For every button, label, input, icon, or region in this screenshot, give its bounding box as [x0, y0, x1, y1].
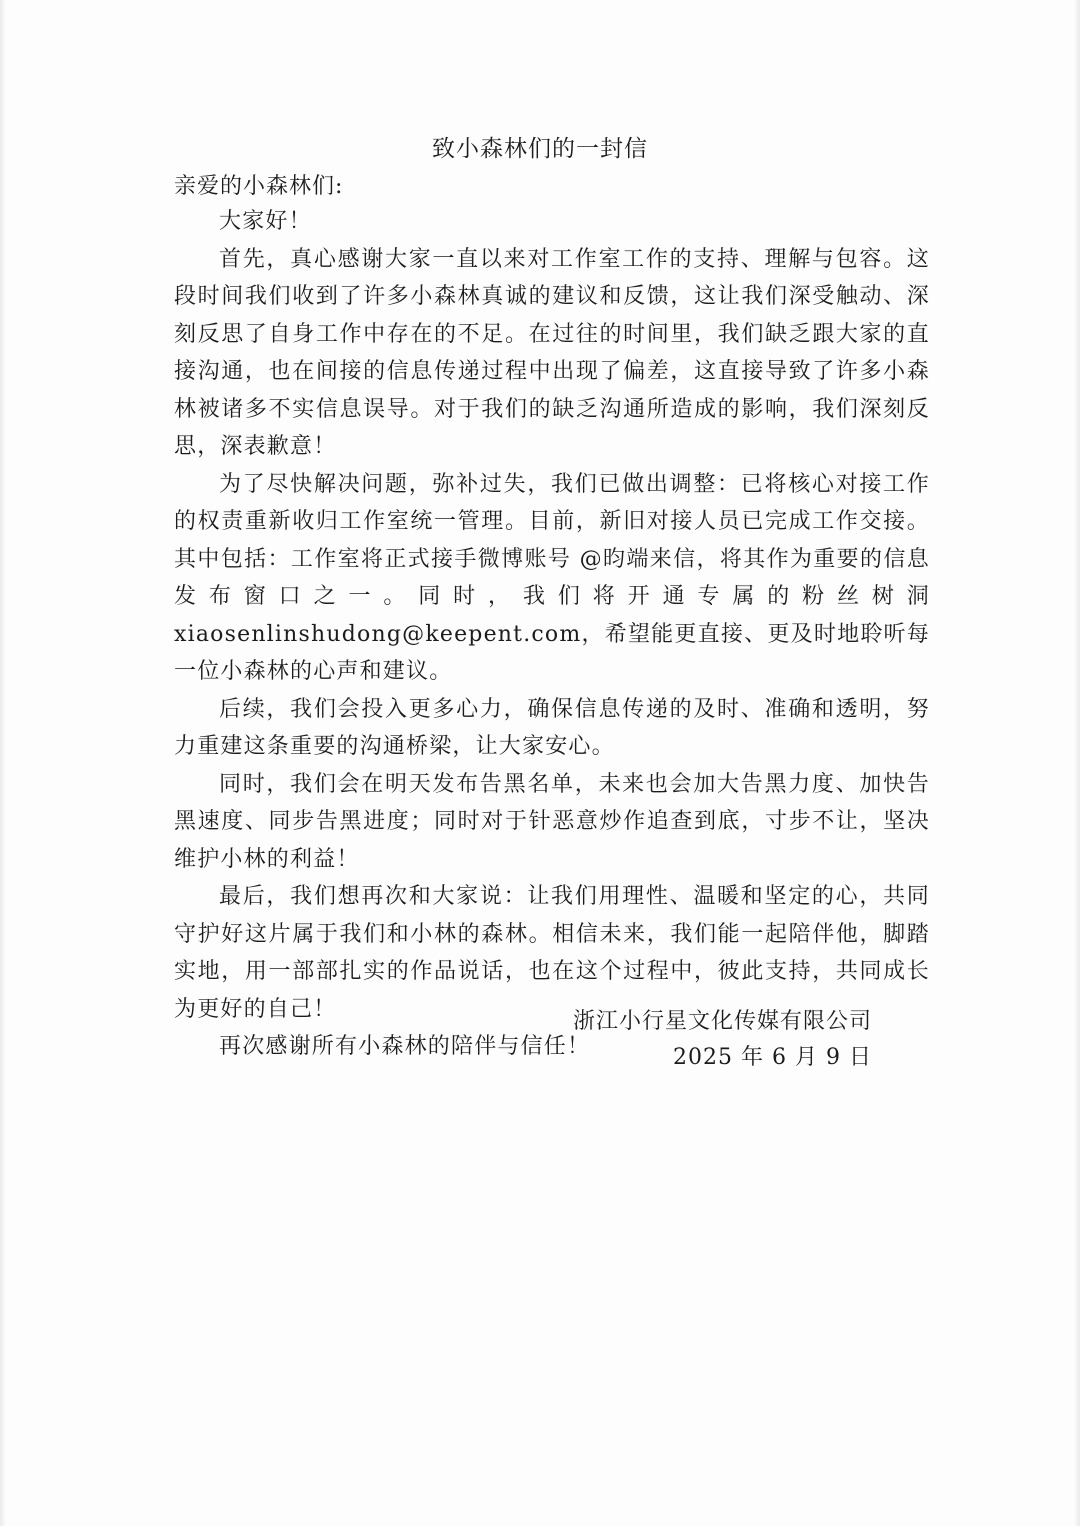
- letter-title: 致小森林们的一封信: [432, 136, 648, 162]
- scan-shadow-right: [1074, 0, 1080, 1526]
- letter-body: [174, 203, 930, 1066]
- company-name: 浙江小行星文化传媒有限公司: [572, 1009, 872, 1034]
- paragraph-blacklist: 同时，我们会在明天发布告黑名单，未来也会加大告黑力度、加快告黑速度、同步告黑进度；同时对于针恶意炒作追查到底，寸步不让，坚决维护小林的利益！: [174, 771, 930, 872]
- paragraph-followup: 后续，我们会投入更多心力，确保信息传递的及时、准确和透明，努力重建这条重要的沟通桥梁，让大家安心。: [174, 696, 930, 759]
- signature-block: [573, 1004, 872, 1076]
- paragraph-final-thanks: 再次感谢所有小森林的陪伴与信任！: [219, 1034, 591, 1059]
- paragraph-closing: 最后，我们想再次和大家说：让我们用理性、温暖和坚定的心，共同守护好这片属于我们和小林的森林。相信未来，我们能一起陪伴他，脚踏实地，用一部部扎实的作品说话，也在这个过程中，彼此支持，共同成长为更好的自己！: [174, 884, 930, 1022]
- letter-date: 2025 年 6 月 9 日: [673, 1045, 872, 1070]
- letter-greeting: 亲爱的小森林们:: [174, 174, 344, 199]
- paragraph-salutation: 大家好！: [219, 209, 312, 234]
- paragraph-adjustments: 为了尽快解决问题，弥补过失，我们已做出调整：已将核心对接工作的权责重新收归工作室统一管理。目前，新旧对接人员已完成工作交接。其中包括：工作室将正式接手微博账号 @昀端来信，将其作为重要的信息发布窗口之一。同时，我们将开通专属的粉丝树洞 xiaosenlinshudong@keepent.com，希望能更直接、更及时地聆听每一位小森林的心声和建议。: [174, 471, 930, 684]
- paragraph-thanks: 首先，真心感谢大家一直以来对工作室工作的支持、理解与包容。这段时间我们收到了许多小森林真诚的建议和反馈，这让我们深受触动、深刻反思了自身工作中存在的不足。在过往的时间里，我们缺乏跟大家的直接沟通，也在间接的信息传递过程中出现了偏差，这直接导致了许多小森林被诸多不实信息误导。对于我们的缺乏沟通所造成的影响，我们深刻反思，深表歉意！: [174, 246, 930, 459]
- scan-shadow-left: [0, 0, 6, 1526]
